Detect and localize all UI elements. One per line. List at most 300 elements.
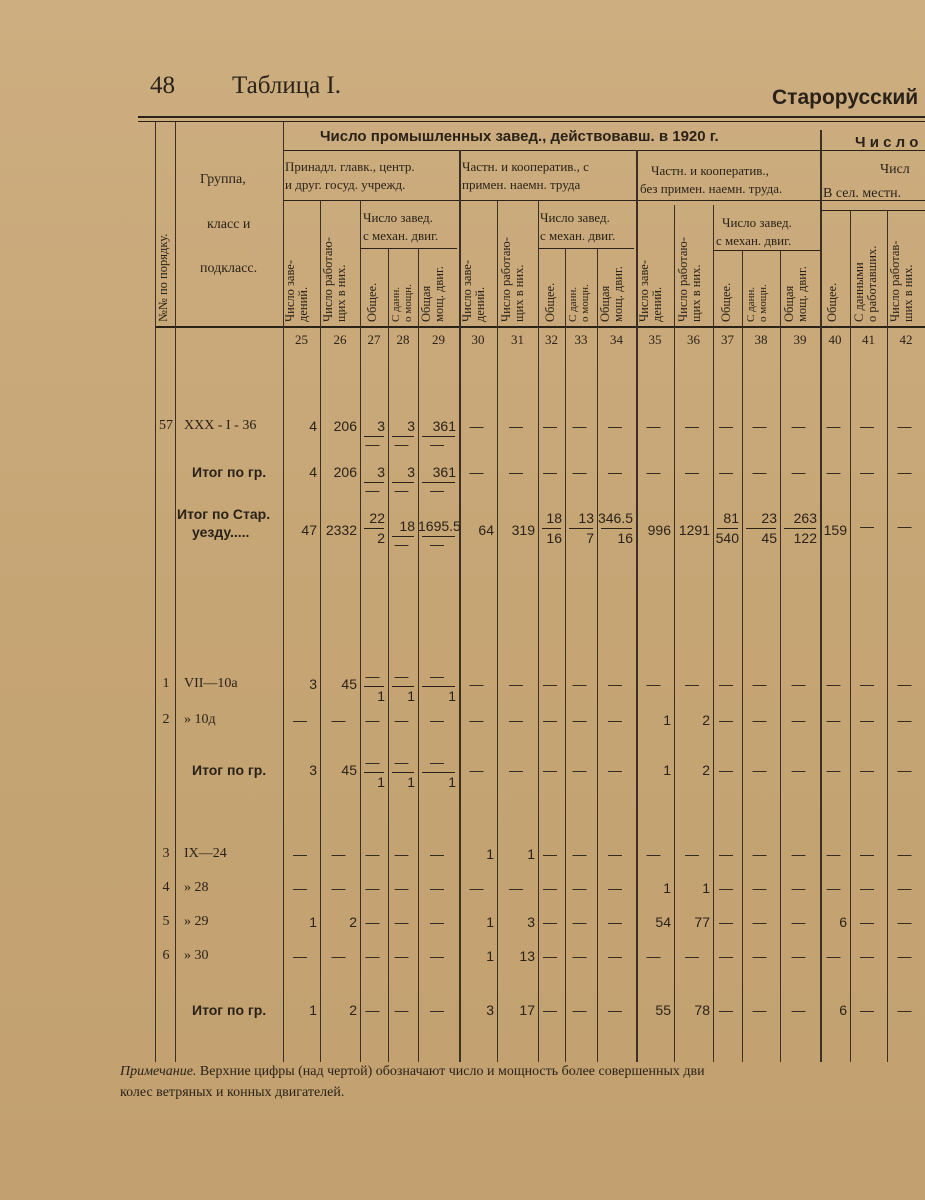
cell-value: 2 [702,762,710,778]
header-right: Ч и с л о [855,134,919,151]
header-rule-1 [283,150,925,151]
cell-value: 18 [399,518,415,534]
cell-value: 1 [486,846,494,862]
row-number: 4 [162,880,170,895]
cell-dash: — [572,464,587,480]
column-number: 25 [295,332,308,347]
column-number: 37 [721,332,734,347]
cell-dash: — [719,948,733,964]
cell-dash: — [791,762,806,778]
footnote-label: Примечание. [120,1064,197,1079]
cell-value: 54 [655,914,671,930]
cell-dash: — [860,948,874,964]
column-number: 38 [754,332,768,347]
cell-dash: — [543,464,557,480]
cell-dash: — [365,482,380,498]
cell-dash: — [608,948,622,964]
cell-dash: — [572,914,587,930]
col40-header: Общее. [825,282,839,322]
cell-dash: — [897,464,912,480]
cell-value-bottom: 122 [793,530,817,546]
cell-dash: — [719,464,733,480]
cell-dash: — [469,880,484,896]
cell-value-bottom: 540 [715,530,739,546]
cell-dash: — [469,418,484,434]
cell-dash: — [826,762,841,778]
vline [565,248,566,1062]
cell-dash: — [719,676,733,692]
cell-dash: — [860,712,874,728]
cell-dash: — [897,1002,912,1018]
column-number: 30 [471,332,485,347]
cell-value-top: 22 [369,510,385,526]
header-rule-3 [820,210,925,211]
cell-value: 2332 [325,522,357,538]
cell-dash: — [365,1002,380,1018]
cell-dash: — [646,418,661,434]
cell-divider [542,528,561,529]
cell-dash: — [719,1002,733,1018]
cell-dash: — [394,668,409,684]
col39-header: Общая мощ. двиг. [782,266,809,322]
cell-value: 6 [839,1002,847,1018]
cell-dash: — [430,1002,444,1018]
row-group-label: Итог по гр. [192,762,267,778]
row-number: 1 [162,676,170,691]
cell-dash: — [860,762,874,778]
cell-value: 55 [655,1002,671,1018]
cell-dash: — [509,676,523,692]
cell-dash: — [608,846,622,862]
cell-value-bottom: 1 [448,688,456,704]
mech-header-3-b: с механ. двиг. [716,233,792,248]
cell-dash: — [719,712,733,728]
cell-divider [392,772,414,773]
col31-header: Число работаю- щих в них. [499,237,526,322]
col29-header: Общая мощ. двиг. [419,266,446,322]
cell-dash: — [719,914,733,930]
cell-dash: — [543,676,557,692]
cell-value: 361 [432,418,456,434]
cell-divider [364,436,384,437]
column-number: 39 [793,332,807,347]
cell-dash: — [791,676,806,692]
cell-dash: — [860,846,874,862]
cell-dash: — [646,464,661,480]
column-number: 27 [367,332,381,347]
footnote [120,1064,705,1080]
col36-header: Число работаю- щих в них. [676,237,703,322]
vline [497,200,498,1062]
g1-header-2: и друг. госуд. учрежд. [285,177,406,192]
cell-dash: — [752,712,767,728]
cell-value: 1 [663,880,671,896]
col30-header: Число заве- дений. [460,260,487,322]
cell-dash: — [543,762,557,778]
cell-dash: — [719,846,733,862]
cell-dash: — [860,418,874,434]
g1-header-1: Принадл. главк., центр. [285,159,415,174]
vline [360,200,361,1062]
cell-dash: — [752,676,767,692]
cell-value: 1 [486,948,494,964]
cell-dash: — [543,914,557,930]
cell-value: 1 [486,914,494,930]
cell-dash: — [826,464,841,480]
row-number: 57 [159,418,173,433]
cell-value: 6 [839,914,847,930]
cell-dash: — [608,676,622,692]
mech-header-1-a: Число завед. [363,210,433,225]
header-right-sub: Числ [880,162,910,177]
col35-header: Число заве- дений. [637,260,664,322]
top-rule-thin [138,121,925,122]
row-group-label: Итог по гр. [192,1002,267,1018]
cell-divider [364,482,384,483]
cell-dash: — [293,846,307,862]
cell-value-bottom: 2 [377,530,385,546]
cell-dash: — [430,482,444,498]
cell-dash: — [860,676,874,692]
cell-divider [392,482,414,483]
cell-dash: — [293,948,307,964]
cell-dash: — [752,948,767,964]
cell-dash: — [791,464,806,480]
row-number: 3 [162,846,170,861]
group-header-1: Группа, [200,172,246,187]
cell-value-bottom: 7 [586,530,594,546]
cell-divider [422,482,455,483]
cell-dash: — [791,880,806,896]
cell-value: 2 [349,914,357,930]
cell-value-bottom: 1 [407,774,415,790]
column-number: 29 [432,332,445,347]
cell-dash: — [685,948,699,964]
cell-dash: — [430,880,444,896]
cell-value-bottom: 45 [761,530,777,546]
row-group-label: Итог по Стар. [177,506,271,522]
cell-value: 159 [823,522,847,538]
cell-value: 1695.5 [418,518,461,534]
cell-dash: — [509,418,523,434]
cell-value-top: 13 [578,510,594,526]
cell-value: 361 [432,464,456,480]
cell-value: 319 [511,522,535,538]
cell-dash: — [897,914,912,930]
column-number: 42 [899,332,913,347]
cell-dash: — [394,880,409,896]
vline [780,250,781,1062]
cell-divider [601,528,632,529]
vline [388,248,389,1062]
cell-dash: — [365,436,380,452]
cell-dash: — [543,712,557,728]
cell-dash: — [469,712,484,728]
cell-dash: — [509,762,523,778]
cell-dash: — [543,1002,557,1018]
col27-header: Общее. [365,282,379,322]
cell-value: 1 [309,914,317,930]
cell-value: 206 [333,418,357,434]
cell-dash: — [394,754,409,770]
cell-value: 1 [663,762,671,778]
cell-dash: — [365,914,380,930]
cell-value: 3 [309,762,317,778]
cell-dash: — [897,676,912,692]
cell-dash: — [897,712,912,728]
cell-dash: — [331,712,346,728]
column-number: 34 [610,332,623,347]
cell-dash: — [430,846,444,862]
cell-divider [364,772,384,773]
cell-dash: — [608,880,622,896]
cell-dash: — [719,762,733,778]
cell-divider [717,528,738,529]
mech-header-1-b: с механ. двиг. [363,228,439,243]
mech-rule-3 [713,250,820,251]
cell-dash: — [394,1002,409,1018]
row-group-label: » 29 [184,914,209,929]
cell-divider [569,528,593,529]
cell-dash: — [791,914,806,930]
cell-value: 996 [647,522,671,538]
col38-header: С данн. о мощн. [745,284,769,322]
cell-dash: — [430,712,444,728]
cell-dash: — [509,880,523,896]
cell-value-top: 18 [546,510,562,526]
cell-dash: — [860,464,874,480]
cell-dash: — [572,1002,587,1018]
mech-header-3-a: Число завед. [722,215,792,230]
cell-value: 77 [694,914,710,930]
cell-dash: — [365,948,380,964]
row-group-label: » 30 [184,948,209,963]
column-number: 35 [648,332,662,347]
cell-dash: — [752,1002,767,1018]
cell-dash: — [430,948,444,964]
cell-dash: — [826,418,841,434]
cell-dash: — [897,880,912,896]
cell-dash: — [572,948,587,964]
row-group-label: VII—10a [184,676,238,691]
col41-header: С данными о работавших. [852,245,879,322]
row-group-label: Итог по гр. [192,464,267,480]
cell-dash: — [685,464,699,480]
column-number: 31 [511,332,524,347]
cell-divider [422,436,455,437]
cell-value: 45 [341,676,357,692]
column-number: 26 [333,332,347,347]
cell-dash: — [430,754,444,770]
cell-dash: — [791,846,806,862]
row-group-label: » 10д [184,712,216,727]
cell-dash: — [860,914,874,930]
cell-dash: — [860,880,874,896]
cell-dash: — [365,712,380,728]
cell-dash: — [394,536,409,552]
cell-value: 4 [309,418,317,434]
cell-dash: — [331,846,346,862]
col37-header: Общее. [719,282,733,322]
cell-dash: — [608,464,622,480]
cell-value: 47 [301,522,317,538]
cell-value: 17 [519,1002,535,1018]
cell-dash: — [394,436,409,452]
cell-dash: — [752,464,767,480]
row-number: 6 [162,948,170,963]
column-number: 36 [687,332,700,347]
cell-dash: — [572,712,587,728]
cell-dash: — [394,948,409,964]
cell-dash: — [897,418,912,434]
cell-dash: — [469,464,484,480]
cell-divider [746,528,776,529]
g2-header-1: Частн. и кооператив., с [462,159,589,174]
cell-value-bottom: 1 [407,688,415,704]
cell-divider [392,536,414,537]
cell-dash: — [293,880,307,896]
cell-value: 1 [663,712,671,728]
cell-value: 1291 [678,522,710,538]
cell-value: 64 [478,522,494,538]
cell-dash: — [509,464,523,480]
top-rule [138,116,925,118]
cell-dash: — [646,846,661,862]
cell-dash: — [572,762,587,778]
cell-dash: — [572,880,587,896]
cell-dash: — [719,418,733,434]
row-group-label: IX—24 [184,846,227,861]
cell-dash: — [331,948,346,964]
vline [418,248,419,1062]
cell-dash: — [394,914,409,930]
col42-header: Число работав- ших в них. [888,240,915,322]
cell-value: 1 [309,1002,317,1018]
cell-divider [784,528,816,529]
g3-header-2: без примен. наемн. труда. [640,181,783,196]
cell-dash: — [608,712,622,728]
vline [742,250,743,1062]
cell-dash: — [752,880,767,896]
cell-value: 3 [407,418,415,434]
col33-header: С данн. о мощн. [567,284,591,322]
cell-dash: — [394,846,409,862]
column-number: 28 [396,332,410,347]
cell-dash: — [430,668,444,684]
cell-value: 45 [341,762,357,778]
cell-dash: — [897,518,912,534]
cell-dash: — [365,668,380,684]
cell-dash: — [293,712,307,728]
cell-dash: — [685,676,699,692]
cell-dash: — [365,880,380,896]
cell-value-top: 263 [793,510,817,526]
footnote-line-2: колес ветряных и конных двигателей. [120,1085,345,1100]
cell-dash: — [826,846,841,862]
g2-header-2: примен. наемн. труда [462,177,581,192]
row-number: 5 [162,914,170,929]
district-title: Старорусский [772,86,919,109]
cell-value: 4 [309,464,317,480]
cell-dash: — [897,762,912,778]
col25-header: Число заве- дений. [283,260,310,322]
mech-rule-1 [360,248,457,249]
seq-column-header: №№ по порядку. [156,233,170,322]
cell-dash: — [791,418,806,434]
cell-value-bottom: 1 [448,774,456,790]
cell-dash: — [509,712,523,728]
vline [597,248,598,1062]
cell-dash: — [572,418,587,434]
cell-divider [422,772,455,773]
vline [538,200,539,1062]
cell-dash: — [365,846,380,862]
cell-value: 3 [527,914,535,930]
column-number: 41 [862,332,875,347]
cell-dash: — [791,1002,806,1018]
footnote-text: Верхние цифры (над чертой) обозначают число и мощность более совершенных дви [199,1064,705,1079]
cell-dash: — [826,880,841,896]
cell-dash: — [791,948,806,964]
cell-value: 3 [309,676,317,692]
cell-dash: — [897,948,912,964]
cell-dash: — [543,880,557,896]
header-right-sub2: В сел. местн. [823,186,902,201]
row-group-label: уезду..... [192,524,250,540]
cell-dash: — [572,676,587,692]
cell-value-top: 346.5 [597,510,633,526]
cell-dash: — [430,536,444,552]
column-number: 33 [574,332,588,347]
col32-header: Общее. [543,282,557,322]
cell-dash: — [430,436,444,452]
cell-dash: — [608,762,622,778]
cell-dash: — [543,948,557,964]
table-title: Таблица I. [232,72,341,99]
column-number: 40 [828,332,842,347]
cell-dash: — [365,754,380,770]
column-number: 32 [545,332,558,347]
group-header-3: подкласс. [200,261,258,276]
cell-divider [392,436,414,437]
page-number: 48 [150,72,175,99]
cell-dash: — [860,518,874,534]
row-number: 2 [162,712,170,727]
cell-dash: — [469,762,484,778]
cell-divider [392,686,414,687]
cell-divider [364,528,384,529]
header-bottom-rule [155,326,925,328]
cell-dash: — [646,948,661,964]
cell-value: 13 [519,948,535,964]
cell-value-bottom: 16 [617,530,633,546]
cell-dash: — [752,846,767,862]
vline [320,200,321,1062]
group-header-2: класс и [207,217,251,232]
g3-header-1: Частн. и кооператив., [651,163,769,178]
cell-dash: — [791,712,806,728]
cell-dash: — [826,712,841,728]
cell-dash: — [331,880,346,896]
cell-value: 1 [527,846,535,862]
cell-dash: — [608,418,622,434]
cell-value-top: 23 [761,510,777,526]
col28-header: С данн. о мощн. [390,284,414,322]
cell-dash: — [572,846,587,862]
cell-divider [422,686,455,687]
cell-dash: — [685,418,699,434]
row-group-label: » 28 [184,880,209,895]
